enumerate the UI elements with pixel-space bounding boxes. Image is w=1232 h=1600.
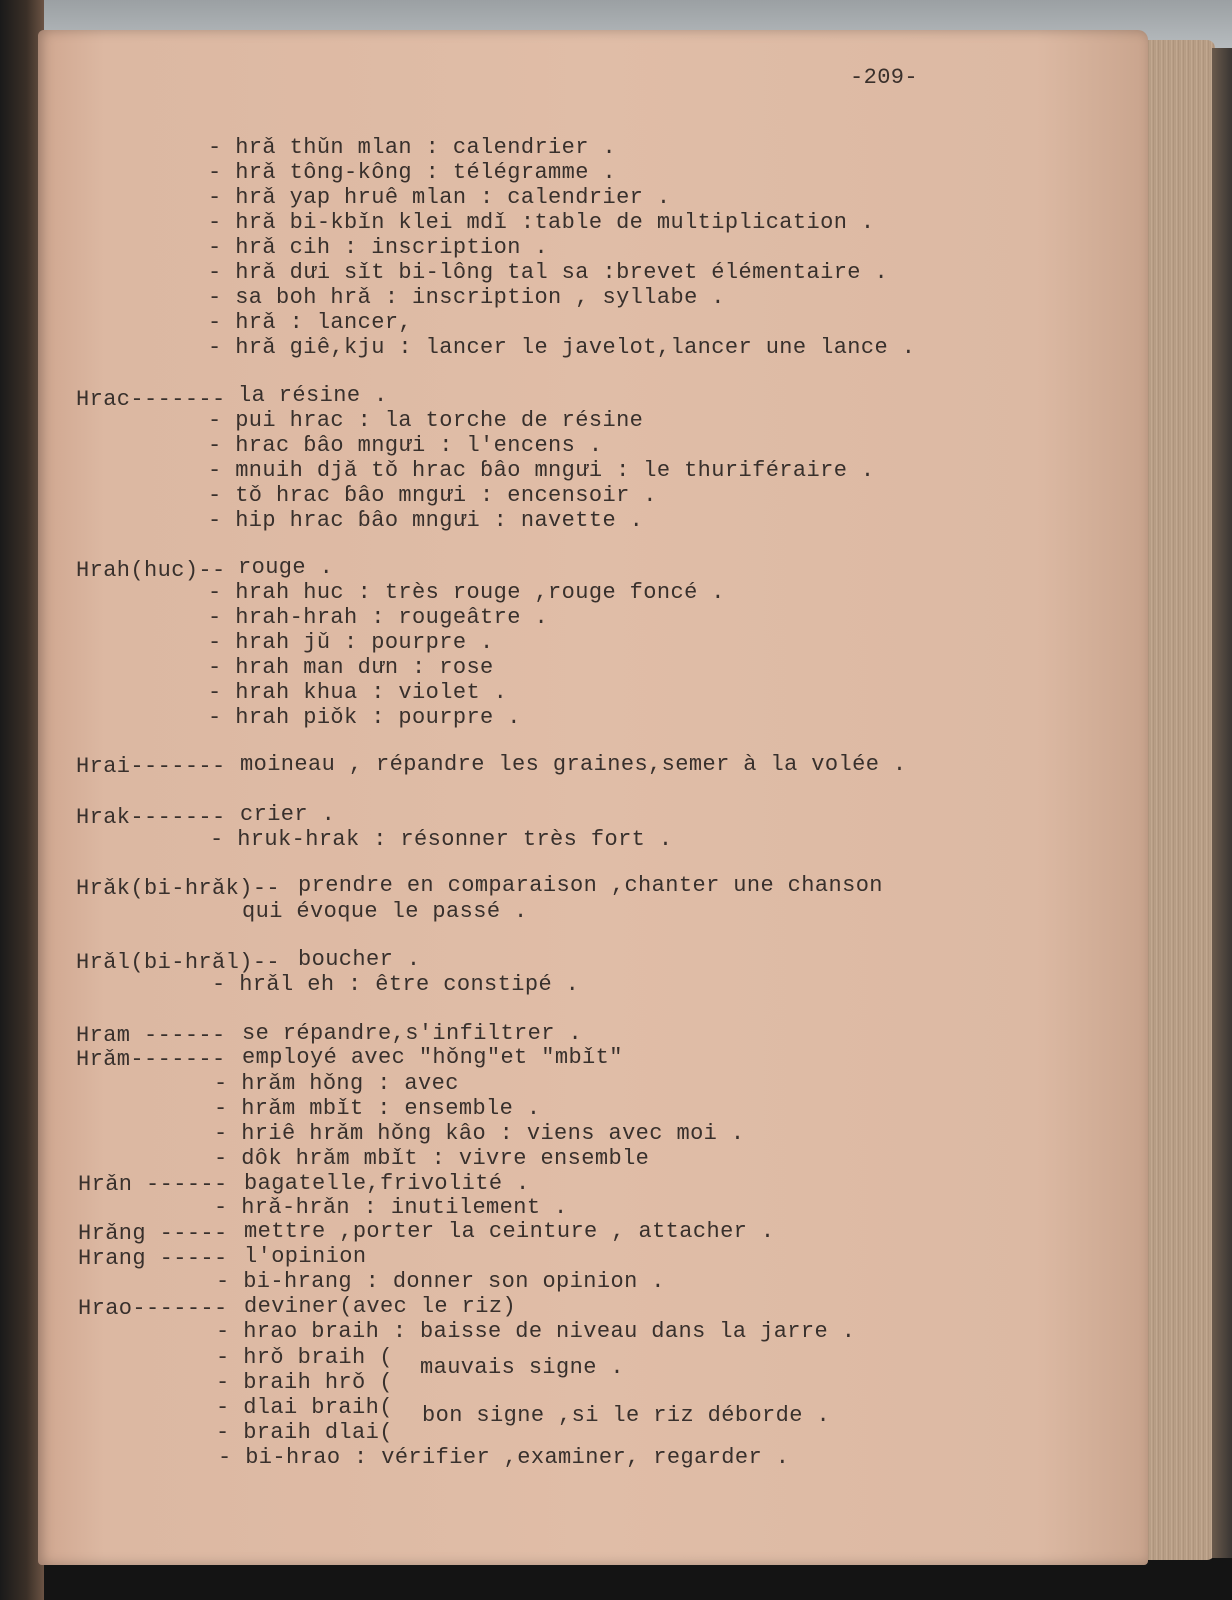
definition-line: mettre ,porter la ceinture , attacher . — [244, 1219, 775, 1244]
definition-line: qui évoque le passé . — [242, 899, 528, 924]
entry-line: - hrǎl eh : être constipé . — [212, 972, 580, 997]
entry-line: - dlai braih( — [216, 1395, 393, 1420]
entry-line: - hip hrac ɓâo mngưi : navette . — [208, 508, 644, 533]
headword: Hrǎn ------ — [78, 1172, 228, 1197]
entry-line: - hrǎ-hrǎn : inutilement . — [214, 1195, 568, 1220]
bracket-note: bon signe ,si le riz déborde . — [422, 1403, 831, 1428]
entry-line: - dôk hrǎm mbǐt : vivre ensemble — [214, 1146, 650, 1171]
page-stack-shadow — [1212, 48, 1232, 1558]
entry-line: - hrah man dưn : rose — [208, 655, 494, 680]
entry-line: - sa boh hrǎ : inscription , syllabe . — [208, 285, 725, 310]
entry-line: - hrǎm hǒng : avec — [214, 1071, 459, 1096]
entry-line: - bi-hrang : donner son opinion . — [216, 1269, 665, 1294]
entry-line: - hrǎ yap hruê mlan : calendrier . — [208, 185, 671, 210]
definition-line: se répandre,s'infiltrer . — [242, 1021, 583, 1046]
page-number: -209- — [850, 65, 919, 90]
headword: Hrǎl(bi-hrǎl)-- — [76, 950, 281, 975]
page-stack-edge — [1140, 40, 1215, 1560]
entry-line: - hrah-hrah : rougeâtre . — [208, 605, 549, 630]
entry-line: - hrǎm mbǐt : ensemble . — [214, 1096, 541, 1121]
definition-line: employé avec "hǒng"et "mbǐt" — [242, 1045, 623, 1070]
headword: Hrǎng ----- — [78, 1221, 228, 1246]
entry-line: - hrǎ dưi sǐt bi-lông tal sa :brevet élémentaire . — [208, 260, 889, 285]
entry-line: - hrǎ cih : inscription . — [208, 235, 549, 260]
entry-line: - pui hrac : la torche de résine — [208, 408, 644, 433]
headword: Hrai------- — [76, 754, 226, 779]
definition-line: prendre en comparaison ,chanter une chanson — [298, 873, 883, 898]
entry-line: - hrah khua : violet . — [208, 680, 508, 705]
entry-line: - hrah jǔ : pourpre . — [208, 630, 494, 655]
definition-line: deviner(avec le riz) — [244, 1294, 517, 1319]
headword: Hrǎm------- — [76, 1047, 226, 1072]
definition-line: l'opinion — [244, 1244, 367, 1269]
entry-line: - tǒ hrac ɓâo mngưi : encensoir . — [208, 483, 657, 508]
entry-line: - hrǎ bi-kbǐn klei mdǐ :table de multiplication . — [208, 210, 875, 235]
headword: Hrah(huc)-- — [76, 558, 226, 583]
entry-line: - braih hrǒ ( — [216, 1370, 393, 1395]
entry-line: - hrǎ giê,kju : lancer le javelot,lancer une lance . — [208, 335, 916, 360]
entry-line: - bi-hrao : vérifier ,examiner, regarder . — [218, 1445, 790, 1470]
entry-line: - hrǒ braih ( — [216, 1345, 393, 1370]
definition-line: la résine . — [238, 383, 388, 408]
bracket-note: mauvais signe . — [420, 1355, 625, 1380]
entry-line: - braih dlai( — [216, 1420, 393, 1445]
entry-line: - hrah huc : très rouge ,rouge foncé . — [208, 580, 725, 605]
definition-line: boucher . — [298, 947, 421, 972]
headword: Hrao------- — [78, 1296, 228, 1321]
definition-line: moineau , répandre les graines,semer à la volée . — [240, 752, 907, 777]
headword: Hrak------- — [76, 805, 226, 830]
entry-line: - hrao braih : baisse de niveau dans la jarre . — [216, 1319, 856, 1344]
entry-line: - hrǎ tông-kông : télégramme . — [208, 160, 617, 185]
headword: Hrac------- — [76, 387, 226, 412]
entry-line: - hrǎ : lancer, — [208, 310, 413, 335]
headword: Hram ------ — [76, 1023, 226, 1048]
entry-line: - hrǎ thǔn mlan : calendrier . — [208, 135, 617, 160]
headword: Hrang ----- — [78, 1246, 228, 1271]
entry-line: - mnuih djǎ tǒ hrac ɓâo mngưi : le thuriféraire . — [208, 458, 875, 483]
definition-line: crier . — [240, 802, 336, 827]
entry-line: - hrac ɓâo mngưi : l'encens . — [208, 433, 603, 458]
entry-line: - hruk-hrak : résonner très fort . — [210, 827, 673, 852]
headword: Hrǎk(bi-hrǎk)-- — [76, 876, 281, 901]
entry-line: - hrah piǒk : pourpre . — [208, 705, 521, 730]
definition-line: bagatelle,frivolité . — [244, 1171, 530, 1196]
entry-line: - hriê hrǎm hǒng kâo : viens avec moi . — [214, 1121, 745, 1146]
definition-line: rouge . — [238, 555, 334, 580]
